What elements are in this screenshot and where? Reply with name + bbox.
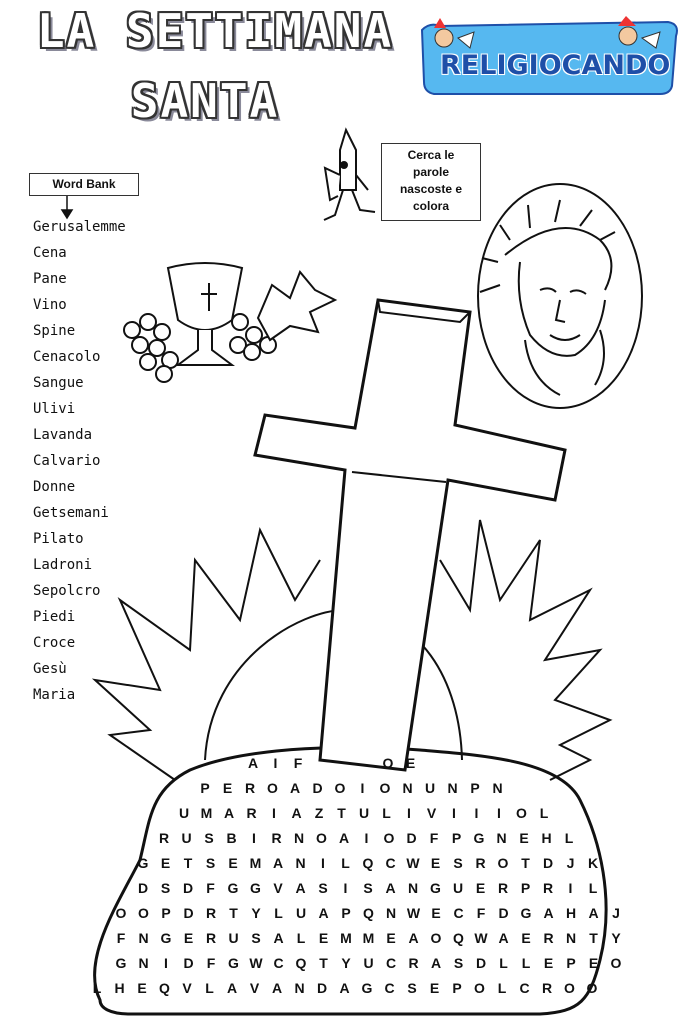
grid-letter: O bbox=[115, 905, 127, 921]
grid-letter: F bbox=[116, 930, 126, 946]
grid-letter: C bbox=[519, 980, 530, 996]
grid-letter: L bbox=[205, 980, 214, 996]
grid-letter: O bbox=[516, 805, 527, 821]
grid-letter: Q bbox=[363, 905, 374, 921]
grid-letter: F bbox=[293, 755, 303, 771]
grid-letter: A bbox=[588, 905, 599, 921]
grid-letter: W bbox=[406, 855, 420, 871]
grid-letter: N bbox=[565, 930, 577, 946]
grid-letter: E bbox=[521, 930, 531, 946]
grid-letter: N bbox=[447, 780, 458, 796]
grid-letter: W bbox=[406, 905, 421, 921]
grid-letter: O bbox=[564, 980, 575, 996]
grid-letter: B bbox=[226, 830, 237, 846]
grid-letter: G bbox=[115, 955, 127, 971]
grid-letter: A bbox=[289, 780, 301, 796]
grid-letter: S bbox=[407, 980, 417, 996]
grid-letter: P bbox=[566, 955, 576, 971]
grid-letter: E bbox=[228, 855, 238, 871]
grid-letter: N bbox=[295, 855, 306, 871]
grid-letter: O bbox=[474, 980, 485, 996]
grid-letter: M bbox=[249, 855, 262, 871]
grid-letter: E bbox=[543, 955, 554, 971]
instructions-line: parole bbox=[412, 165, 449, 179]
grid-letter: R bbox=[497, 880, 509, 896]
grid-letter: A bbox=[385, 880, 396, 896]
grid-letter: O bbox=[267, 780, 278, 796]
grid-letter: O bbox=[430, 930, 442, 946]
grid-letter: F bbox=[476, 905, 486, 921]
word-item: Getsemani bbox=[33, 505, 109, 521]
grid-letter: A bbox=[247, 755, 259, 771]
grid-letter: D bbox=[183, 955, 194, 971]
word-item: Sangue bbox=[33, 375, 84, 391]
grid-letter: D bbox=[498, 905, 509, 921]
grid-letter: H bbox=[565, 905, 577, 921]
grid-letter: N bbox=[293, 830, 305, 846]
grid-letter: L bbox=[564, 830, 574, 846]
grid-letter: A bbox=[273, 930, 284, 946]
grid-letter: E bbox=[183, 930, 194, 946]
grid-letter: O bbox=[379, 780, 391, 796]
grid-letter: P bbox=[451, 830, 462, 846]
grid-letter: S bbox=[251, 930, 261, 946]
grid-letter: P bbox=[452, 980, 462, 996]
grid-letter: N bbox=[402, 780, 413, 796]
grid-letter: O bbox=[316, 830, 327, 846]
grid-letter: U bbox=[228, 930, 239, 946]
grid-letter: U bbox=[178, 805, 190, 821]
grid-letter: I bbox=[343, 880, 348, 896]
grid-letter: P bbox=[161, 905, 171, 921]
grid-letter: I bbox=[273, 755, 278, 771]
grid-letter: T bbox=[521, 855, 530, 871]
word-item: Ulivi bbox=[33, 401, 76, 417]
grid-letter: D bbox=[316, 980, 328, 996]
grid-letter: E bbox=[137, 980, 147, 996]
grid-letter: U bbox=[181, 830, 192, 846]
grid-letter: L bbox=[274, 905, 283, 921]
grid-letter: I bbox=[360, 780, 365, 796]
grid-letter: P bbox=[341, 905, 351, 921]
grid-letter: Z bbox=[314, 805, 324, 821]
grid-letter: A bbox=[338, 830, 350, 846]
grid-letter: C bbox=[273, 955, 284, 971]
grid-letter: I bbox=[252, 830, 256, 846]
grid-letter: G bbox=[361, 980, 373, 996]
grid-letter: O bbox=[382, 755, 394, 771]
grid-letter: M bbox=[362, 930, 375, 946]
grid-letter: E bbox=[475, 880, 486, 896]
grid-letter: D bbox=[406, 830, 417, 846]
grid-letter: E bbox=[429, 980, 440, 996]
grid-letter: F bbox=[206, 955, 216, 971]
grid-letter: V bbox=[273, 880, 283, 896]
grid-letter: L bbox=[382, 805, 391, 821]
page-title-line-2: SANTA bbox=[130, 74, 280, 128]
grid-letter: T bbox=[337, 805, 346, 821]
grid-letter: I bbox=[164, 955, 168, 971]
grid-letter: G bbox=[228, 955, 239, 971]
grid-letter: R bbox=[475, 855, 486, 871]
grid-letter: O bbox=[138, 905, 149, 921]
grid-letter: O bbox=[610, 955, 622, 971]
grid-letter: J bbox=[566, 855, 575, 871]
instructions-line: Cerca le bbox=[407, 148, 455, 162]
grid-letter: I bbox=[452, 805, 456, 821]
grid-letter: O bbox=[334, 780, 346, 796]
instructions-line: colora bbox=[412, 199, 449, 213]
grid-letter: E bbox=[588, 955, 599, 971]
grid-letter: E bbox=[519, 830, 529, 846]
grid-letter: G bbox=[250, 880, 261, 896]
grid-letter: R bbox=[408, 955, 419, 971]
grid-letter: S bbox=[453, 955, 464, 971]
grid-letter: S bbox=[204, 830, 214, 846]
grid-letter: R bbox=[244, 780, 256, 796]
grid-letter: N bbox=[496, 830, 507, 846]
grid-letter: A bbox=[226, 980, 238, 996]
word-item: Gerusalemme bbox=[33, 219, 126, 235]
grid-letter: A bbox=[223, 805, 235, 821]
grid-letter: F bbox=[206, 880, 215, 896]
word-item: Pilato bbox=[33, 531, 84, 547]
grid-letter: S bbox=[363, 880, 373, 896]
grid-letter: N bbox=[138, 930, 149, 946]
grid-letter: N bbox=[294, 980, 305, 996]
word-item: Cena bbox=[33, 245, 67, 261]
word-bank-label: Word Bank bbox=[29, 173, 139, 196]
word-item: Gesù bbox=[33, 661, 67, 677]
grid-letter: U bbox=[424, 780, 436, 796]
grid-letter: E bbox=[431, 905, 441, 921]
word-item: Sepolcro bbox=[33, 583, 101, 599]
grid-letter: Y bbox=[611, 930, 621, 946]
grid-letter: D bbox=[475, 955, 487, 971]
grid-letter: G bbox=[520, 905, 532, 921]
grid-letter: V bbox=[249, 980, 260, 996]
grid-letter: V bbox=[182, 980, 192, 996]
grid-letter: R bbox=[205, 905, 217, 921]
grid-letter: R bbox=[158, 830, 170, 846]
grid-letter: L bbox=[499, 955, 508, 971]
grid-letter: D bbox=[182, 880, 194, 896]
grid-letter: U bbox=[363, 955, 374, 971]
grid-letter: D bbox=[137, 880, 149, 896]
grid-letter: Q bbox=[362, 855, 374, 871]
grid-letter: C bbox=[453, 905, 464, 921]
word-item: Donne bbox=[33, 479, 76, 495]
grid-letter: N bbox=[407, 880, 419, 896]
grid-letter: C bbox=[385, 855, 396, 871]
grid-letter: E bbox=[405, 755, 416, 771]
grid-letter: D bbox=[542, 855, 554, 871]
grid-letter: R bbox=[205, 930, 217, 946]
grid-letter: R bbox=[542, 880, 554, 896]
grid-letter: T bbox=[183, 855, 193, 871]
grid-letter: C bbox=[384, 980, 395, 996]
grid-letter: N bbox=[385, 905, 397, 921]
grid-letter: T bbox=[229, 905, 238, 921]
grid-letter: F bbox=[429, 830, 439, 846]
grid-letter: P bbox=[470, 780, 480, 796]
grid-letter: L bbox=[588, 880, 598, 896]
grid-letter: I bbox=[272, 805, 276, 821]
word-item: Lavanda bbox=[33, 427, 93, 443]
grid-letter: M bbox=[340, 930, 352, 946]
word-item: Maria bbox=[33, 687, 76, 703]
grid-letter: S bbox=[453, 855, 463, 871]
grid-letter: L bbox=[296, 930, 306, 946]
grid-letter: R bbox=[246, 805, 257, 821]
grid-letter: L bbox=[521, 955, 531, 971]
grid-letter: D bbox=[183, 905, 194, 921]
grid-letter: S bbox=[205, 855, 216, 871]
grid-letter: I bbox=[474, 805, 479, 821]
grid-letter: U bbox=[358, 805, 370, 821]
grid-letter: A bbox=[295, 880, 306, 896]
grid-letter: H bbox=[114, 980, 125, 996]
grid-letter: L bbox=[341, 855, 350, 871]
page-title-line-1: LA SETTIMANA bbox=[36, 4, 394, 58]
grid-letter: E bbox=[430, 855, 441, 871]
grid-letter: E bbox=[386, 930, 396, 946]
grid-letter: T bbox=[589, 930, 598, 946]
grid-letter: K bbox=[587, 855, 599, 871]
grid-letter: A bbox=[498, 930, 509, 946]
grid-letter: G bbox=[227, 880, 239, 896]
grid-letter: E bbox=[160, 855, 171, 871]
grid-letter: N bbox=[138, 955, 149, 971]
grid-letter: U bbox=[452, 880, 464, 896]
grid-letter: A bbox=[318, 905, 329, 921]
logo-text: RELIGIOCANDO bbox=[440, 50, 671, 81]
grid-letter: I bbox=[364, 830, 369, 846]
grid-letter: N bbox=[492, 780, 503, 796]
word-item: Ladroni bbox=[33, 557, 93, 573]
grid-letter: R bbox=[541, 980, 553, 996]
grid-letter: A bbox=[339, 980, 350, 996]
grid-letter: C bbox=[385, 955, 397, 971]
grid-letter: Q bbox=[453, 930, 464, 946]
grid-letter: I bbox=[407, 805, 411, 821]
word-item: Calvario bbox=[33, 453, 101, 469]
grid-letter: A bbox=[291, 805, 302, 821]
word-item: Pane bbox=[33, 271, 67, 287]
grid-letter: T bbox=[319, 955, 328, 971]
grid-letter: S bbox=[160, 880, 171, 896]
grid-letter: L bbox=[539, 805, 549, 821]
grid-letter: Y bbox=[251, 905, 261, 921]
word-item: Vino bbox=[33, 297, 67, 313]
grid-letter: V bbox=[426, 805, 437, 821]
grid-letter: R bbox=[543, 930, 554, 946]
grid-letter: U bbox=[295, 905, 307, 921]
word-item: Piedi bbox=[33, 609, 76, 625]
word-item: Cenacolo bbox=[33, 349, 101, 365]
grid-letter: W bbox=[474, 930, 488, 946]
grid-letter: J bbox=[612, 905, 620, 921]
grid-letter: E bbox=[222, 780, 233, 796]
grid-letter: M bbox=[200, 805, 213, 821]
grid-letter: G bbox=[473, 830, 485, 846]
grid-letter: Y bbox=[341, 955, 351, 971]
grid-letter: I bbox=[497, 805, 501, 821]
grid-letter: L bbox=[497, 980, 507, 996]
grid-letter: A bbox=[271, 980, 283, 996]
grid-letter: D bbox=[312, 780, 323, 796]
grid-letter: O bbox=[586, 980, 598, 996]
grid-letter: O bbox=[497, 855, 509, 871]
grid-letter: I bbox=[321, 855, 325, 871]
grid-letter: G bbox=[430, 880, 441, 896]
grid-letter: Q bbox=[159, 980, 170, 996]
grid-letter: O bbox=[383, 830, 395, 846]
grid-letter: W bbox=[249, 955, 263, 971]
grid-letter: A bbox=[272, 855, 284, 871]
word-item: Spine bbox=[33, 323, 76, 339]
grid-letter: L bbox=[92, 980, 102, 996]
grid-letter: G bbox=[137, 855, 149, 871]
grid-letter: P bbox=[200, 780, 210, 796]
grid-letter: S bbox=[318, 880, 328, 896]
grid-letter: I bbox=[568, 880, 573, 896]
grid-letter: Q bbox=[295, 955, 307, 971]
grid-letter: A bbox=[408, 930, 419, 946]
grid-letter: P bbox=[520, 880, 531, 896]
grid-letter: A bbox=[430, 955, 442, 971]
word-item: Croce bbox=[33, 635, 76, 651]
grid-letter: E bbox=[318, 930, 329, 946]
grid-letter: G bbox=[160, 930, 172, 946]
grid-letter: A bbox=[543, 905, 554, 921]
grid-letter: R bbox=[271, 830, 282, 846]
grid-letter: H bbox=[541, 830, 552, 846]
instructions-line: nascoste e bbox=[399, 182, 463, 196]
